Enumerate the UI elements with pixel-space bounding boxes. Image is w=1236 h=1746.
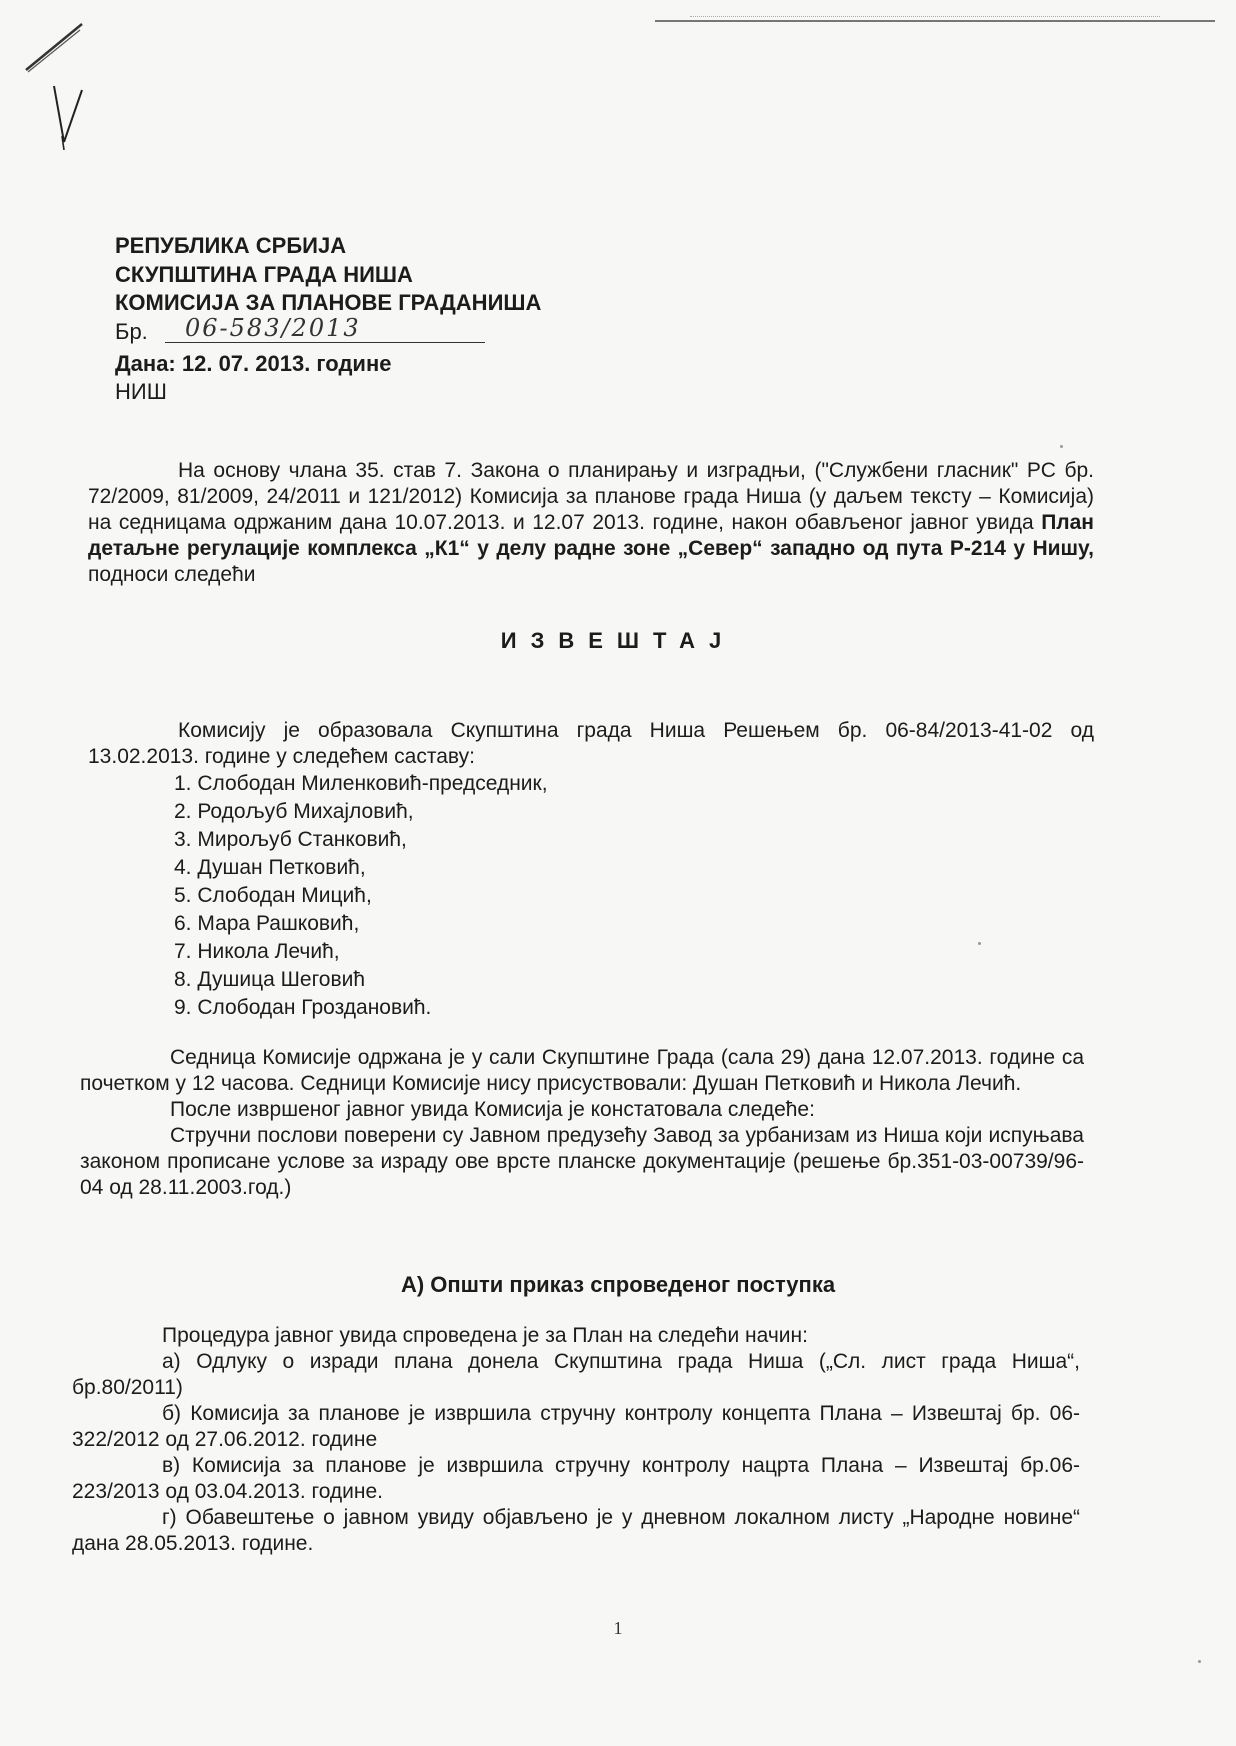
list-item: 3. Мирољуб Станковић, (174, 828, 407, 851)
header-assembly: СКУПШТИНА ГРАДА НИША (115, 261, 413, 287)
document-header (115, 232, 541, 407)
intro-plan-name: План детаљне регулације комплекса „К1“ у делу радне зоне „Север“ западно од пута Р-214 у Нишу, (88, 511, 1094, 560)
procedure-intro: Процедура јавног увида спроведена је за План на следећи начин: (162, 1324, 808, 1347)
procedure-item-b: б) Комисија за планове је извршила стручну контролу концепта Плана – Извештај бр. 06-322/2012 од 27.06.2012. године (72, 1402, 1080, 1451)
list-item: 1. Слободан Миленковић-председник, (174, 772, 548, 795)
list-item: 7. Никола Лечић, (174, 940, 340, 963)
intro-end: подноси следећи (88, 563, 256, 586)
findings-intro: После извршеног јавног увида Комисија је констатовала следеће: (170, 1098, 815, 1121)
list-item: 8. Душица Шеговић (174, 968, 366, 991)
document-number (115, 313, 541, 346)
list-item: 6. Мара Рашковић, (174, 912, 360, 935)
document-date: Дана: 12. 07. 2013. године (115, 350, 392, 376)
header-commission: КОМИСИЈА ЗА ПЛАНОВЕ ГРАДАНИША (115, 290, 542, 315)
list-item: 4. Душан Петковић, (174, 856, 366, 879)
session-paragraph: Седница Комисије одржана је у сали Скупштине Града (сала 29) дана 12.07.2013. године са почетком у 12 часова. Седници Комисије нису присуствовали: Душан Петковић и Никола Лечић. (80, 1046, 1084, 1095)
report-title: ИЗВЕШТАЈ (500, 628, 736, 653)
expert-services-paragraph: Стручни послови поверени су Јавном предузећу Завод за урбанизам из Ниша који испуњава законом прописане услове за израду ове врсте планске документације (решење бр.351-03-00739/96-04 од 28.11.2003.год.) (80, 1124, 1084, 1199)
scan-speck (1198, 1660, 1201, 1663)
list-item: 9. Слободан Гроздановић. (174, 996, 432, 1019)
scan-edge-line-faint (690, 16, 1160, 17)
list-item: 2. Родољуб Михајловић, (174, 800, 414, 823)
procedure-item-a: а) Одлуку о изради плана донела Скупштина града Ниша („Сл. лист града Ниша“, бр.80/2011) (72, 1350, 1080, 1399)
commission-section (88, 718, 1094, 1022)
list-item: 5. Слободан Мицић, (174, 884, 372, 907)
procedure-item-d: г) Обавештење о јавном увиду објављено је у дневном локалном листу „Народне новине“ дана 28.05.2013. године. (72, 1506, 1080, 1555)
document-city: НИШ (115, 379, 167, 404)
intro-paragraph (88, 458, 1094, 588)
procedure-item-c: в) Комисија за планове је извршила стручну контролу нацрта Плана – Извештај бр.06-223/2013 од 03.04.2013. године. (72, 1454, 1080, 1503)
number-prefix: Бр. (115, 318, 148, 344)
scan-speck (1060, 445, 1063, 448)
scan-edge-line (655, 20, 1215, 22)
section-a-title: А) Општи приказ спроведеног поступка (400, 1272, 836, 1297)
header-republic: РЕПУБЛИКА СРБИЈА (115, 233, 347, 258)
handwritten-number: 06-583/2013 (165, 314, 485, 343)
scan-speck (978, 942, 981, 945)
intro-text: На основу члана 35. став 7. Закона о планирању и изградњи, ("Службени гласник" РС бр. 72/2009, 81/2009, 24/2011 и 121/2012) Комисија за планове града Ниша (у даљем тексту – Комисија) на седницама одржаним дана 10.07.2013. и 12.07 2013. године, након обављеног јавног увида (88, 459, 1094, 534)
handwritten-check-mark (20, 20, 100, 150)
session-section (80, 1045, 1084, 1201)
members-list (88, 770, 1094, 1022)
commission-intro: Комисију је образовала Скупштина града Ниша Решењем бр. 06-84/2013-41-02 од 13.02.2013. године у следећем саставу: (88, 719, 1094, 768)
page-number: 1 (613, 1618, 623, 1638)
procedure-section (72, 1323, 1080, 1557)
